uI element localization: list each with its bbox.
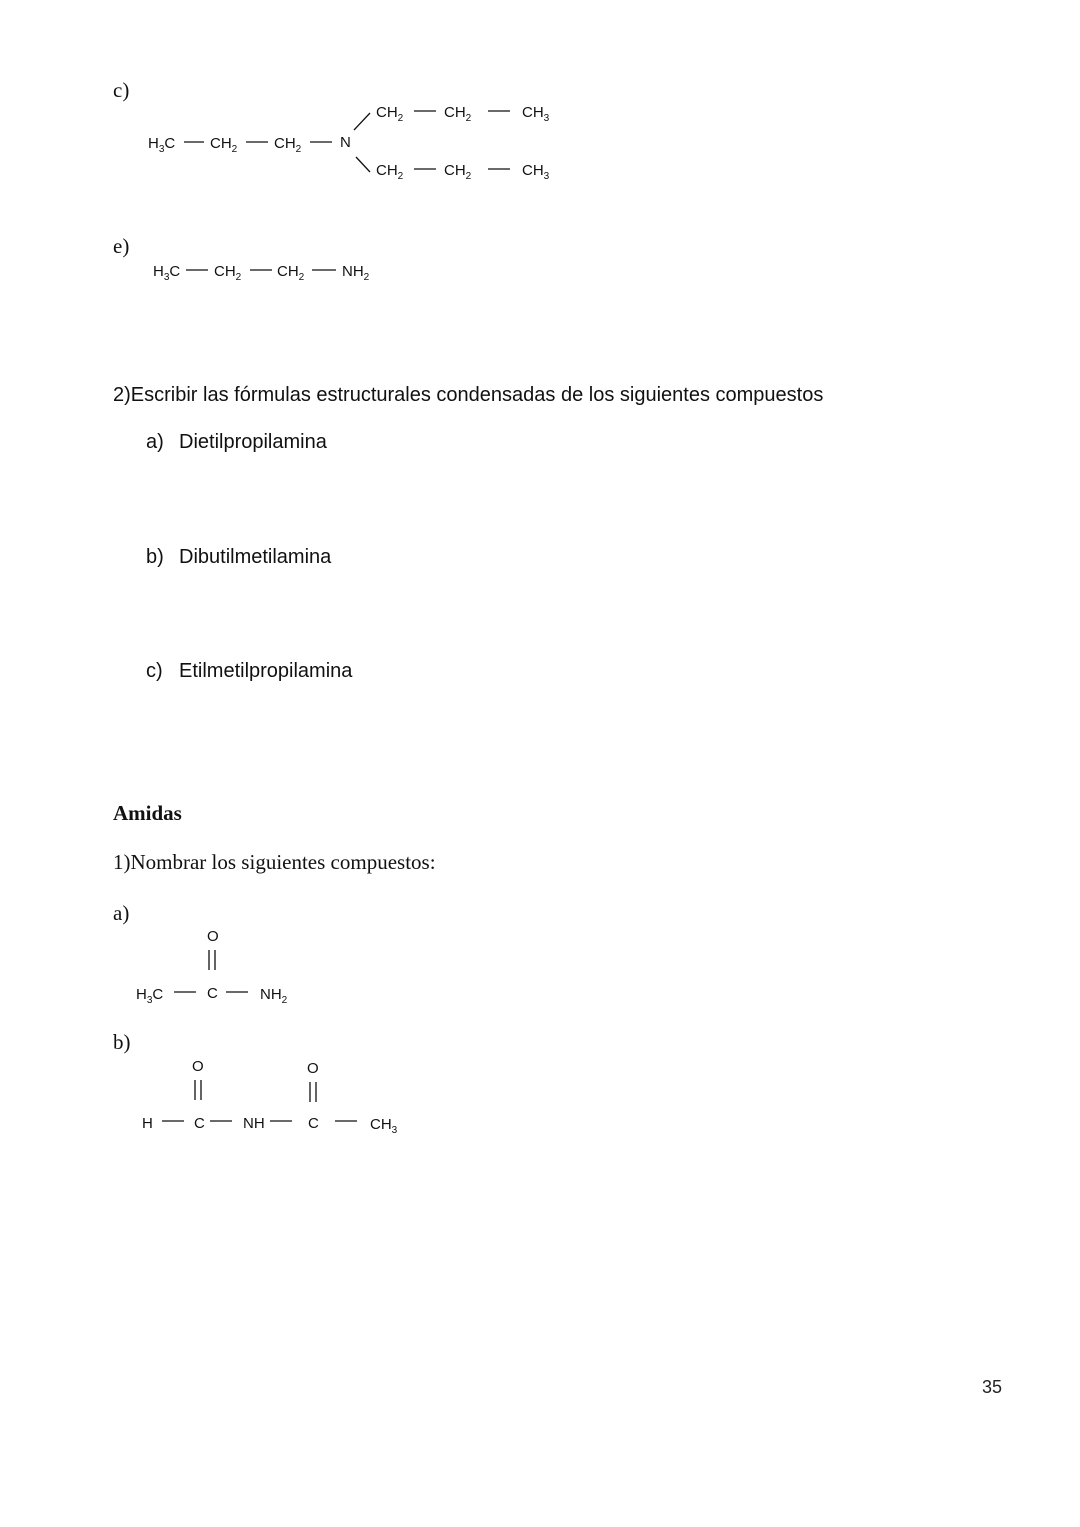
svg-text:H3C: $H_3C$ [153,263,181,283]
exercise-2-item-a-text: Dietilpropilamina [179,431,327,453]
exercise-2-item-c-letter: c) [146,660,163,682]
svg-text:N: N [340,134,351,151]
svg-text:C: C [308,1115,319,1132]
svg-text:NH2: $NH_2$ [260,986,288,1006]
exercise-2-title: 2)Escribir las fórmulas estructurales condensadas de los siguientes compuestos [113,384,824,406]
amida-label-a: a) [113,901,130,925]
svg-text:CH2: $CH_2$ [444,162,472,182]
amidas-instruction: 1)Nombrar los siguientes compuestos: [113,850,436,874]
svg-text:C: C [207,985,218,1002]
molecule-diacylamine [134,1050,414,1140]
svg-text:CH2: $CH_2$ [277,263,305,283]
svg-text:CH2: $CH_2$ [274,135,302,155]
amida-label-b: b) [113,1030,131,1054]
svg-text:CH3: $CH_3$ [370,1116,398,1136]
structural-formula-c [148,104,550,182]
section-heading-amidas: Amidas [113,801,182,825]
molecule-propylamine [146,256,386,286]
page-number: 35 [982,1377,1003,1397]
svg-text:H: H [142,1115,153,1132]
a-oxygen-atom: O [207,928,219,945]
exercise-2-item-c-text: Etilmetilpropilamina [179,660,353,682]
exercise-2-item-a-letter: a) [146,431,164,453]
svg-text:O: O [192,1058,204,1075]
svg-text:O: O [307,1060,319,1077]
molecule-acetamide [128,920,308,1010]
svg-text:CH2: $CH_2$ [376,104,404,124]
svg-text:C: C [194,1115,205,1132]
svg-text:CH2: $CH_2$ [376,162,404,182]
item-label-c: c) [113,78,130,102]
item-label-e: e) [113,234,130,258]
svg-text:H3C: $H_3C$ [136,986,164,1006]
svg-text:CH2: $CH_2$ [214,263,242,283]
svg-text:NH: NH [243,1115,265,1132]
exercise-2-item-b-letter: b) [146,546,164,568]
svg-text:CH3: $CH_3$ [522,104,550,124]
svg-text:NH2: $NH_2$ [342,263,370,283]
svg-text:CH3: $CH_3$ [522,162,550,182]
svg-text:H3C: $H_3C$ [148,135,176,155]
molecule-triethylpropylamine [140,92,580,192]
svg-text:CH2: $CH_2$ [210,135,238,155]
exercise-2-item-b-text: Dibutilmetilamina [179,546,332,568]
svg-text:CH2: $CH_2$ [444,104,472,124]
